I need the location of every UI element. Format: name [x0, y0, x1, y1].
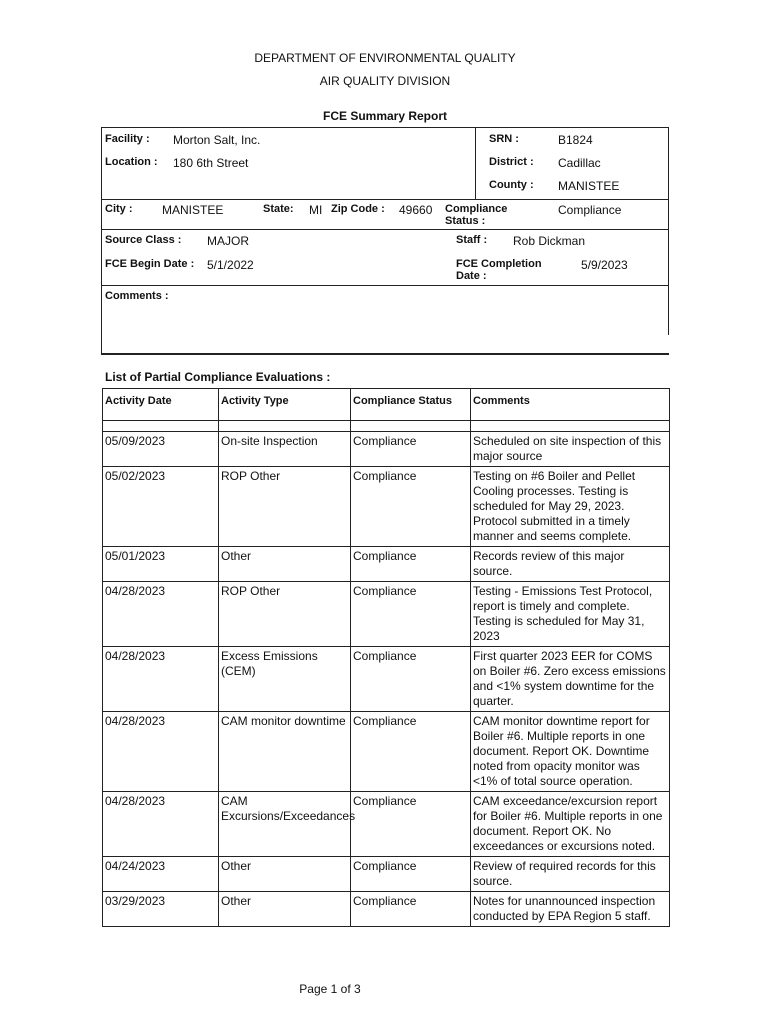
compliance-status-value: Compliance: [558, 203, 622, 217]
compliance-status-cell: Compliance: [351, 892, 471, 927]
box-top-border: [101, 127, 669, 128]
activity-type-cell: CAM Excursions/Exceedances: [219, 792, 351, 857]
comments-cell: Scheduled on site inspection of this major source: [471, 432, 670, 467]
comments-cell: CAM exceedance/excursion report for Boiler #6. Multiple reports in one document. Report OK. No exceedances or excursions noted.: [471, 792, 670, 857]
pce-header-row: [103, 389, 670, 421]
activity-type-cell: Other: [219, 892, 351, 927]
comments-cell: Records review of this major source.: [471, 547, 670, 582]
fce-completion-value: 5/9/2023: [581, 258, 628, 272]
comments-cell: Notes for unannounced inspection conducted by EPA Region 5 staff.: [471, 892, 670, 927]
fce-begin-value: 5/1/2022: [207, 258, 254, 272]
activity-type-cell: Other: [219, 547, 351, 582]
compliance-status-cell: Compliance: [351, 582, 471, 647]
table-row: [103, 432, 670, 467]
activity-date-cell: 05/09/2023: [103, 432, 219, 467]
facility-value: Morton Salt, Inc.: [173, 133, 261, 147]
activity-type-cell: CAM monitor downtime: [219, 712, 351, 792]
pce-list-title: List of Partial Compliance Evaluations :: [105, 370, 331, 384]
box-row-divider-2: [101, 229, 669, 230]
compliance-status-label-line1: Compliance: [445, 203, 508, 215]
activity-type-cell: ROP Other: [219, 467, 351, 547]
district-value: Cadillac: [558, 156, 601, 170]
srn-value: B1824: [558, 133, 593, 147]
staff-label: Staff :: [456, 234, 488, 246]
district-label: District :: [489, 156, 534, 168]
county-value: MANISTEE: [558, 179, 620, 193]
comments-cell: CAM monitor downtime report for Boiler #6. Multiple reports in one document. Report OK. Downtime noted from opacity monitor was <1% of total source operation.: [471, 712, 670, 792]
fce-completion-label-line2: Date :: [456, 270, 487, 282]
table-row: [103, 792, 670, 857]
activity-date-cell: 05/02/2023: [103, 467, 219, 547]
location-value: 180 6th Street: [173, 156, 249, 170]
zip-value: 49660: [399, 203, 433, 217]
staff-value: Rob Dickman: [513, 234, 586, 248]
box-left-border: [101, 127, 102, 355]
location-label: Location :: [105, 156, 158, 168]
comments-label: Comments :: [105, 290, 169, 302]
state-value: MI: [309, 203, 323, 217]
zip-label: Zip Code :: [331, 203, 385, 215]
compliance-status-cell: Compliance: [351, 547, 471, 582]
table-row: [103, 892, 670, 927]
compliance-status-cell: Compliance: [351, 432, 471, 467]
facility-label: Facility :: [105, 133, 150, 145]
compliance-status-cell: Compliance: [351, 792, 471, 857]
box-row-divider-3: [101, 285, 669, 286]
source-class-label: Source Class :: [105, 234, 182, 246]
header-spacer: [103, 421, 670, 432]
comments-cell: First quarter 2023 EER for COMS on Boiler #6. Zero excess emissions and <1% system downtime for the quarter.: [471, 647, 670, 712]
column-header-comments: Comments: [471, 389, 670, 421]
county-label: County :: [489, 179, 534, 191]
activity-date-cell: 04/28/2023: [103, 792, 219, 857]
page-number: Page 1 of 3: [299, 982, 361, 996]
activity-date-cell: 04/28/2023: [103, 712, 219, 792]
activity-type-cell: Excess Emissions (CEM): [219, 647, 351, 712]
srn-label: SRN :: [489, 133, 519, 145]
compliance-status-cell: Compliance: [351, 647, 471, 712]
table-row: [103, 467, 670, 547]
table-row: [103, 712, 670, 792]
city-label: City :: [105, 203, 133, 215]
column-header-activity-type: Activity Type: [219, 389, 351, 421]
box-bottom-border: [101, 353, 669, 355]
activity-date-cell: 04/28/2023: [103, 647, 219, 712]
comments-cell: Testing on #6 Boiler and Pellet Cooling processes. Testing is scheduled for May 29, 2023. Protocol submitted in a timely manner and seems complete.: [471, 467, 670, 547]
compliance-status-label-line2: Status :: [445, 215, 486, 227]
box-right-border: [668, 127, 669, 335]
source-class-value: MAJOR: [207, 234, 249, 248]
activity-date-cell: 04/24/2023: [103, 857, 219, 892]
box-row-divider-1: [101, 199, 669, 200]
department-heading: DEPARTMENT OF ENVIRONMENTAL QUALITY: [254, 51, 516, 65]
compliance-status-cell: Compliance: [351, 712, 471, 792]
table-row: [103, 547, 670, 582]
comments-cell: Testing - Emissions Test Protocol, report is timely and complete. Testing is scheduled for May 31, 2023: [471, 582, 670, 647]
activity-type-cell: On-site Inspection: [219, 432, 351, 467]
fce-completion-label-line1: FCE Completion: [456, 258, 542, 270]
box-divider-vertical: [475, 127, 476, 199]
activity-date-cell: 03/29/2023: [103, 892, 219, 927]
column-header-compliance-status: Compliance Status: [351, 389, 471, 421]
compliance-status-cell: Compliance: [351, 857, 471, 892]
fce-begin-label: FCE Begin Date :: [105, 258, 195, 270]
comments-cell: Review of required records for this source.: [471, 857, 670, 892]
division-heading: AIR QUALITY DIVISION: [319, 74, 451, 88]
pce-table: [102, 388, 670, 927]
activity-date-cell: 05/01/2023: [103, 547, 219, 582]
city-value: MANISTEE: [162, 203, 224, 217]
report-title: FCE Summary Report: [322, 109, 448, 123]
table-row: [103, 857, 670, 892]
compliance-status-cell: Compliance: [351, 467, 471, 547]
column-header-activity-date: Activity Date: [103, 389, 219, 421]
activity-type-cell: ROP Other: [219, 582, 351, 647]
table-row: [103, 647, 670, 712]
activity-type-cell: Other: [219, 857, 351, 892]
activity-date-cell: 04/28/2023: [103, 582, 219, 647]
state-label: State:: [263, 203, 294, 215]
table-row: [103, 582, 670, 647]
